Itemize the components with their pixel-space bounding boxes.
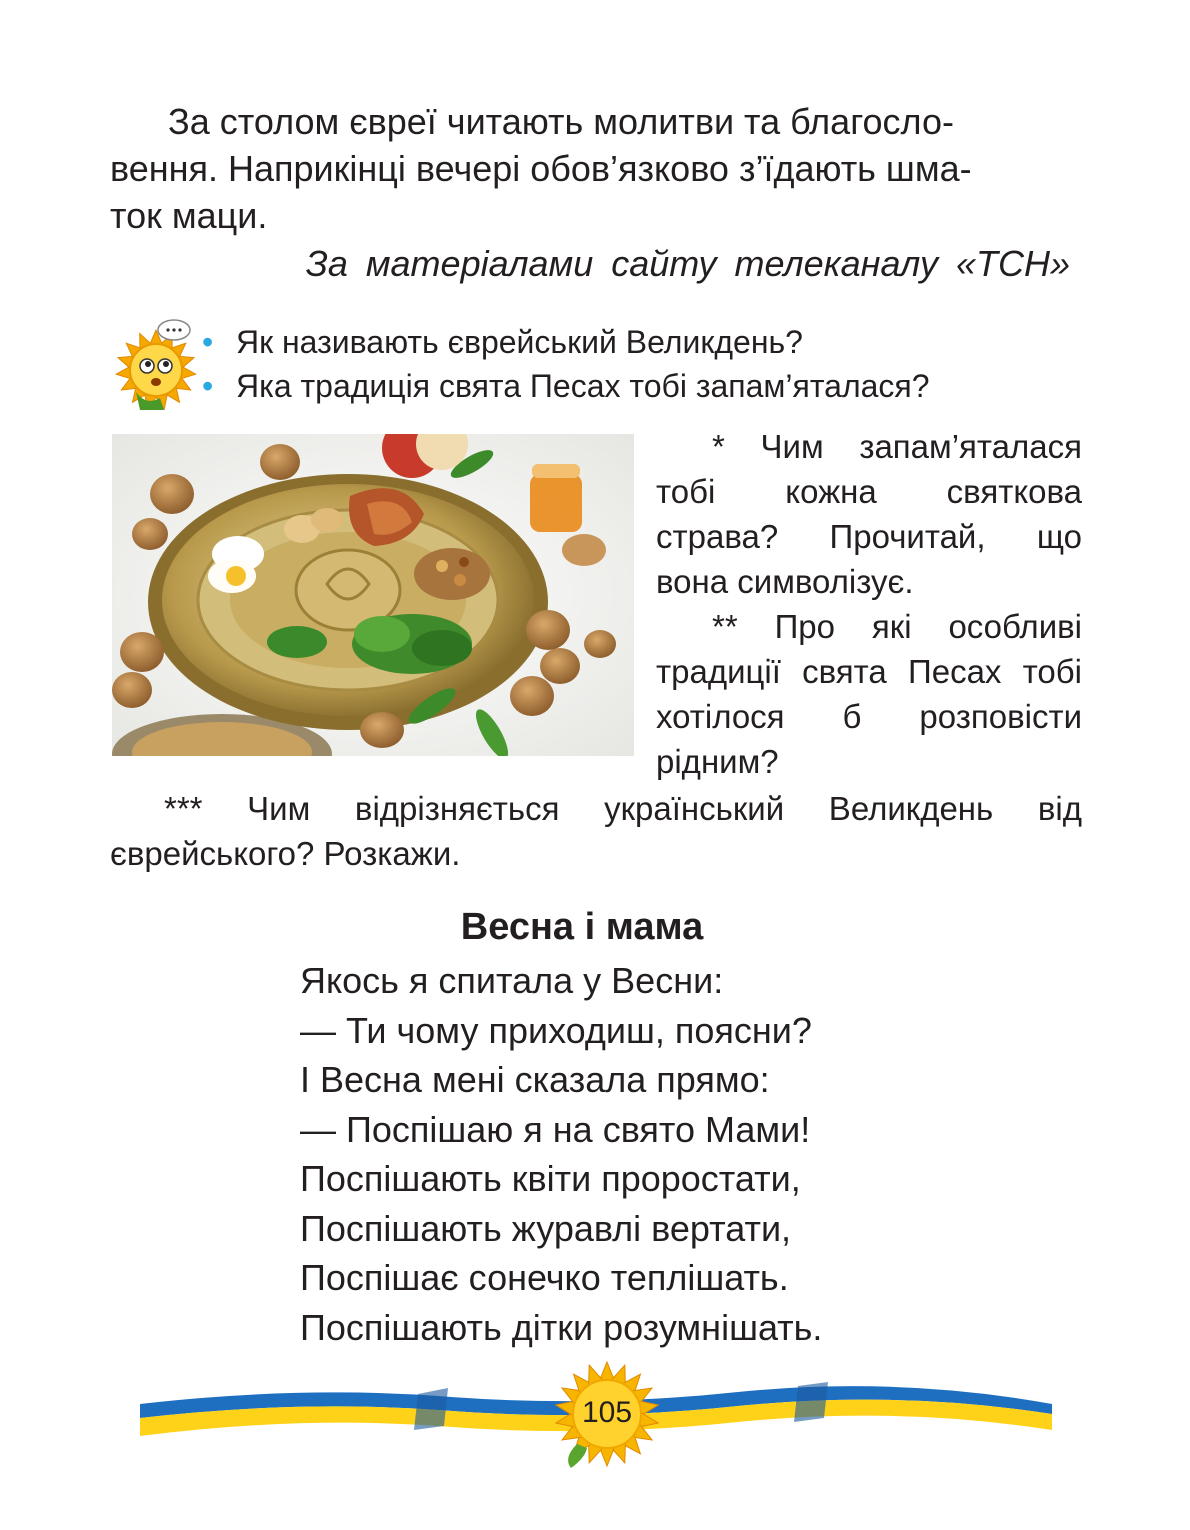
task3-text xyxy=(110,786,1082,876)
poem-line: Поспішають журавлі вертати, xyxy=(300,1207,792,1249)
intro-line: За столом євреї читають молитви та благосло- xyxy=(168,101,954,142)
intro-line: ток маци. xyxy=(110,195,268,236)
task3-line: *** Чим відрізняється український Великдень від xyxy=(164,790,1082,827)
poem-line: Поспішають дітки розумнішать. xyxy=(300,1306,823,1348)
task2-line: рідним? xyxy=(656,743,779,780)
question-item: • Яка традиція свята Песах тобі запам’яталася? xyxy=(200,364,930,408)
poem-body xyxy=(300,956,822,1352)
intro-paragraph xyxy=(110,98,1080,239)
task-text xyxy=(656,424,1082,784)
poem-title: Весна і мама xyxy=(460,906,704,948)
poem-line: Поспішають квіти проростати, xyxy=(300,1158,801,1199)
question-item: • Як називають єврейський Великдень? xyxy=(200,320,930,364)
intro-line: вення. Наприкінці вечері обов’язково з’їдають шма- xyxy=(110,148,972,189)
task2-line: традиції свята Песах тобі xyxy=(656,653,1082,690)
source-citation: За матеріалами сайту телеканалу «ТСН» xyxy=(305,243,1070,284)
poem-line: — Ти чому приходиш, поясни? xyxy=(300,1009,812,1051)
task1-line: страва? Прочитай, що xyxy=(656,518,1082,555)
poem-line: Якось я спитала у Весни: xyxy=(300,960,724,1001)
page-number: 105 xyxy=(581,1396,633,1429)
task3-line: єврейського? Розкажи. xyxy=(110,835,461,872)
seder-plate-photo xyxy=(112,434,634,756)
task1-line: * Чим запам’яталася xyxy=(712,428,1082,465)
sunflower-mascot-icon xyxy=(112,318,200,414)
task2-line: ** Про які особливі xyxy=(712,608,1082,645)
task2-line: хотілося б розповісти xyxy=(656,698,1082,735)
question-list xyxy=(200,320,930,408)
poem-line: — Поспішаю я на свято Мами! xyxy=(300,1108,811,1150)
poem-line: Поспішає сонечко теплішать. xyxy=(300,1257,789,1298)
poem-line: І Весна мені сказала прямо: xyxy=(300,1059,770,1100)
task1-line: тобі кожна святкова xyxy=(656,473,1082,510)
task1-line: вона символізує. xyxy=(656,563,914,600)
